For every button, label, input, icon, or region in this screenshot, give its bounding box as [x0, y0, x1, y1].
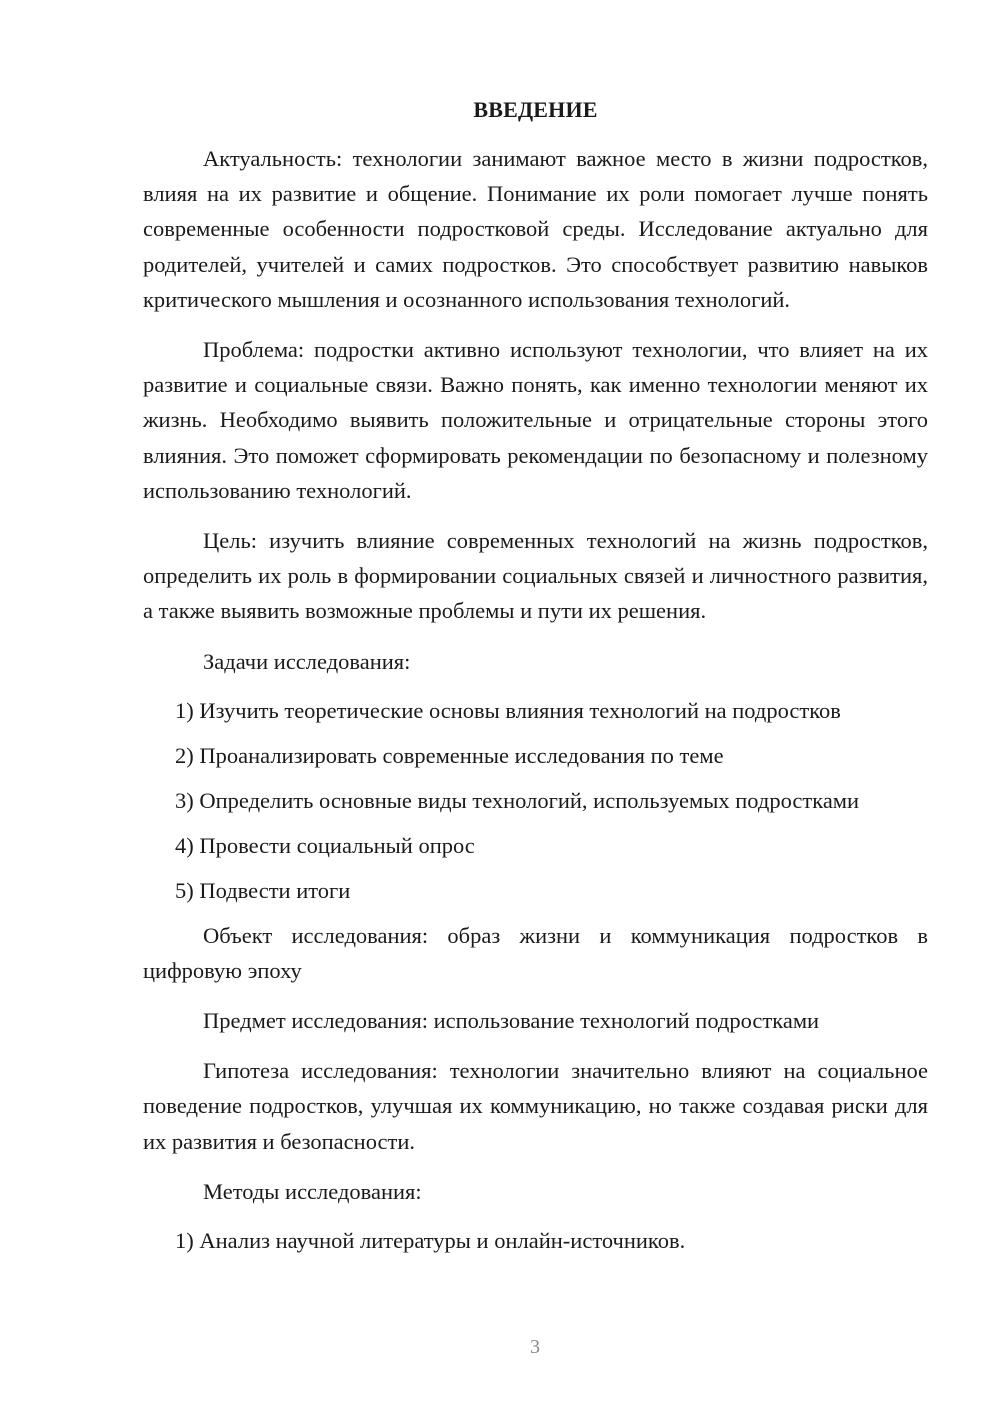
page-number: 3 [530, 1336, 540, 1358]
task-item-1: 1) Изучить теоретические основы влияния технологий на подростков [175, 697, 841, 723]
hypothesis-paragraph: Гипотеза исследования: технологии значительно влияют на социальное поведение подростков, улучшая их коммуникацию, но также создавая риски для их развития и безопасности. [143, 1058, 928, 1154]
task-item-5: 5) Подвести итоги [175, 877, 351, 903]
tasks-list [143, 693, 928, 908]
task-item-4: 4) Провести социальный опрос [175, 832, 475, 858]
method-item-1: 1) Анализ научной литературы и онлайн-источников. [175, 1227, 686, 1253]
tasks-heading: Задачи исследования: [203, 648, 411, 674]
object-paragraph: Объект исследования: образ жизни и коммуникация подростков в цифровую эпоху [143, 922, 928, 983]
task-item-2: 2) Проанализировать современные исследования по теме [175, 742, 724, 768]
goal-paragraph: Цель: изучить влияние современных технологий на жизнь подростков, определить их роль в формировании социальных связей и личностного развития, а также выявить возможные проблемы и пути их решения. [143, 528, 928, 624]
page-title: ВВЕДЕНИЕ [473, 97, 598, 122]
methods-list [143, 1223, 928, 1258]
relevance-paragraph: Актуальность: технологии занимают важное место в жизни подростков, влияя на их развитие и общение. Понимание их роли помогает лучше понять современные особенности подростковой среды. Исследование актуально для родителей, учителей и самих подростков. Это способствует развитию навыков критического мышления и осознанного использования технологий. [143, 146, 928, 312]
methods-heading: Методы исследования: [203, 1178, 422, 1204]
task-item-3: 3) Определить основные виды технологий, используемых подростками [175, 787, 860, 813]
page-content [143, 93, 928, 1268]
subject-paragraph: Предмет исследования: использование технологий подростками [203, 1008, 820, 1034]
problem-paragraph: Проблема: подростки активно используют технологии, что влияет на их развитие и социальные связи. Важно понять, как именно технологии меняют их жизнь. Необходимо выявить положительные и отрицательные стороны этого влияния. Это поможет сформировать рекомендации по безопасному и полезному использованию технологий. [143, 337, 928, 503]
